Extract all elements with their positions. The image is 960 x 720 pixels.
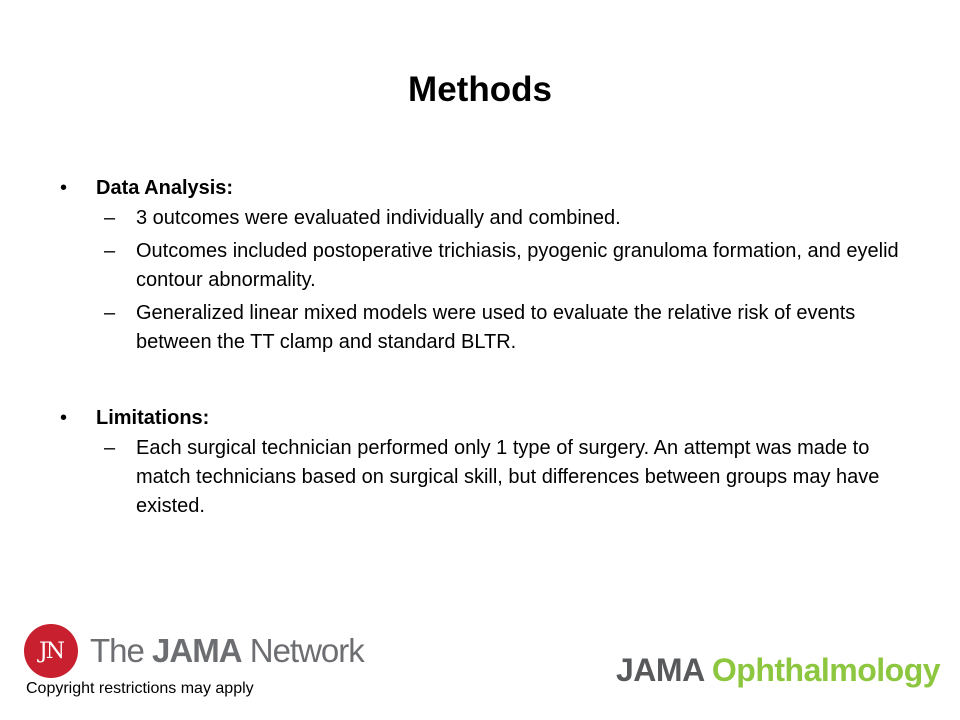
sub-bullet-text: 3 outcomes were evaluated individually and combined. <box>136 207 621 229</box>
section-heading: Data Analysis: <box>96 177 234 199</box>
slide-title: Methods <box>408 70 552 109</box>
journal-jama-text: JAMA <box>616 652 704 688</box>
sub-bullet-text: Generalized linear mixed models were used to evaluate the relative risk of events between the TT clamp and standard BLTR. <box>136 302 856 353</box>
journal-specialty-text: Ophthalmology <box>711 652 941 688</box>
sub-bullet-item <box>60 237 920 295</box>
sub-bullet-item <box>60 204 920 233</box>
sub-bullet-item <box>60 434 920 521</box>
section-limitations <box>60 402 920 525</box>
sub-bullet-text: Each surgical technician performed only 1 type of surgery. An attempt was made to match technicians based on surgical skill, but differences between groups may have existed. <box>136 437 880 517</box>
jama-network-wordmark <box>90 631 364 671</box>
sub-bullet-item <box>60 299 920 357</box>
bullet-heading-row <box>60 172 920 204</box>
bullet-icon: • <box>60 407 68 429</box>
copyright-notice: Copyright restrictions may apply <box>26 680 254 697</box>
dash-icon: – <box>104 240 116 262</box>
dash-icon: – <box>104 437 116 459</box>
section-data-analysis <box>60 172 920 361</box>
jama-ophthalmology-logo <box>616 650 940 690</box>
sub-bullet-text: Outcomes included postoperative trichiasis, pyogenic granuloma formation, and eyelid contour abnormality. <box>136 240 899 291</box>
network-prefix: The <box>90 632 153 669</box>
bullet-icon: • <box>60 177 68 199</box>
sub-bullet-list <box>60 204 920 357</box>
dash-icon: – <box>104 302 116 324</box>
jn-badge-icon: JN <box>24 624 78 678</box>
network-bold: JAMA <box>152 632 242 669</box>
dash-icon: – <box>104 207 116 229</box>
bullet-heading-row <box>60 402 920 434</box>
network-suffix: Network <box>241 632 364 669</box>
section-heading: Limitations: <box>96 407 210 429</box>
sub-bullet-list <box>60 434 920 521</box>
jama-network-logo <box>24 624 364 678</box>
